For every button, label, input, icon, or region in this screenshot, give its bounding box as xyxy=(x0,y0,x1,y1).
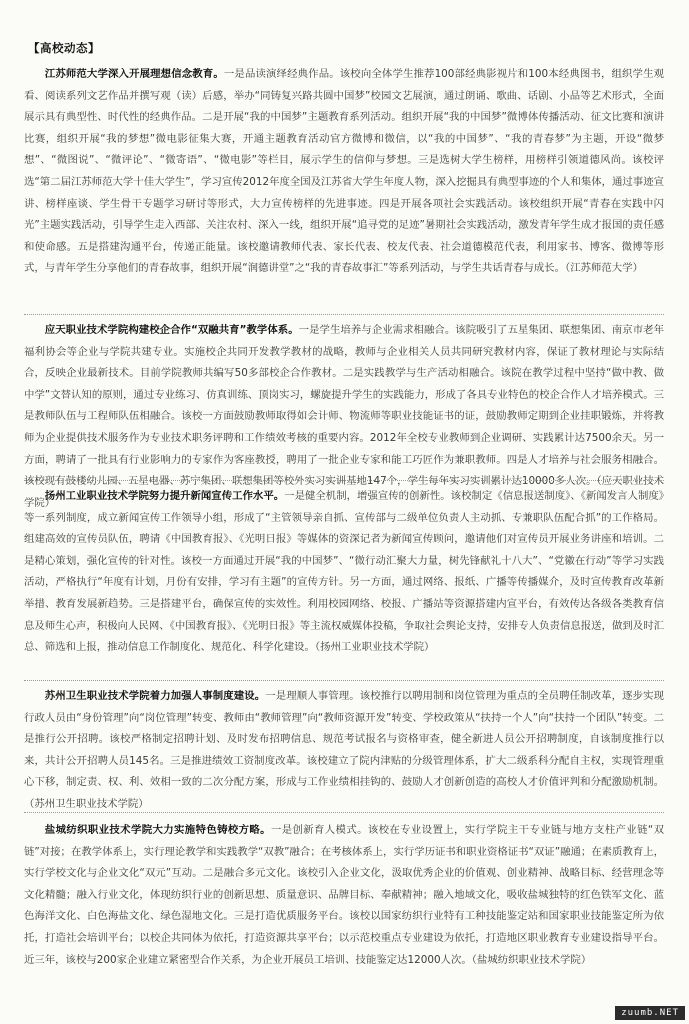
news-item-title: 扬州工业职业技术学院努力提升新闻宣传工作水平。 xyxy=(44,490,285,502)
news-item-jiangsu-normal xyxy=(24,64,664,304)
news-item-body: 一是品读演绎经典作品。该校向全体学生推荐100部经典影视片和100本经典图书，组织学生观看、阅读系列文艺作品并撰写观（读）后感，举办“同铸复兴路共圆中国梦”校园文艺展演，通过朗诵、歌曲、话剧、小品等艺术形式，全面展示具有典型性、时代性的经典作品。二是开展“我的中国梦”主题教育系列活动。组织开展“我的中国梦”微博体传播活动、征文比赛和演讲比赛，组织开展“我的梦想”微电影征集大赛，开通主题教育活动官方微博和微信，以“我的中国梦”、“我的青春梦”为主题，开设“微梦想”、“微图说”、“微评论”、“微寄语”、“微电影”等栏目，展示学生的信仰与梦想。三是选树大学生榜样，用榜样引领道德风尚。该校评选“第二届江苏师范大学十佳大学生”，学习宣传2012年度全国及江苏省大学生年度人物，深入挖掘具有典型事迹的个人和集体，通过事迹宣讲、榜样座谈、学生骨干专题学习研讨等形式，大力宣传榜样的先进事迹。四是开展各项社会实践活动。该校组织开展“青春在实践中闪光”主题实践活动，引导学生走入西部、关注农村、深入一线，组织开展“追寻党的足迹”暑期社会实践活动，激发青年学生成才报国的责任感和使命感。五是搭建沟通平台，传递正能量。该校邀请教师代表、家长代表、校友代表、社会道德模范代表，利用家书、博客、微博等形式，与青年学生分享他们的青春故事，组织开展“润德讲堂”之“我的青春故事汇”等系列活动，与学生共话青春与成长。（江苏师范大学） xyxy=(24,68,664,275)
section-divider xyxy=(24,680,664,681)
news-item-title: 江苏师范大学深入开展理想信念教育。 xyxy=(44,68,224,80)
news-item-body: 一是创新育人模式。该校在专业设置上，实行学院主干专业链与地方支柱产业链“双链”对接；在教学体系上，实行理论教学和实践教学“双教”融合；在考核体系上，实行学历证书和职业资格证书“双证”融通；在素质教育上，实行学校文化与企业文化“双元”互动。二是融合多元文化。该校引入企业文化，汲取优秀企业的价值观、创业精神、战略目标、经营理念等文化精髓；融入行业文化，体现纺织行业的创新思想、质量意识、品牌目标、奉献精神；融入地域文化，吸收盐城独特的红色铁军文化、蓝色海洋文化、白色海盐文化、绿色湿地文化。三是打造优质服务平台。该校以国家纺织行业特有工种技能鉴定站和国家职业技能鉴定所为依托，打造社会培训平台；以校企共同体为依托，打造资源共享平台；以示范校重点专业建设为依托，打造地区职业教育专业建设指导平台。近三年，该校与200家企业建立紧密型合作关系，为企业开展员工培训、技能鉴定达12000人次。（盐城纺织职业技术学院） xyxy=(24,824,664,966)
news-item-body: 一是理顺人事管理。该校推行以聘用制和岗位管理为重点的全员聘任制改革，逐步实现行政人员由“身份管理”向“岗位管理”转变、教师由“教师管理”向“教师资源开发”转变、学校政策从“扶持一个人”向“扶持一个团队”转变。二是推行公开招聘。该校严格制定招聘计划、及时发布招聘信息、规范考试报名与资格审查，健全新进人员公开招聘制度，自该制度推行以来，共计公开招聘人员145名。三是推进绩效工资制度改革。该校建立了院内津贴的分级管理体系，扩大二级系科分配自主权，实现管理重心下移，制定责、权、利、效相一致的二次分配方案，形成与工作业绩相挂钩的、鼓励人才创新创造的高校人才价值评判和分配激励机制。（苏州卫生职业技术学院） xyxy=(24,690,665,810)
news-item-title: 苏州卫生职业技术学院着力加强人事制度建设。 xyxy=(44,690,266,702)
news-item-title: 应天职业技术学院构建校企合作“双融共育”教学体系。 xyxy=(44,324,299,336)
news-item-yangzhou xyxy=(24,486,664,672)
section-divider xyxy=(24,314,664,315)
news-item-body: 一是健全机制，增强宣传的创新性。该校制定《信息报送制度》、《新闻发言人制度》等一系列制度，成立新闻宣传工作领导小组，形成了“主管领导亲自抓、宣传部与二级单位负责人主动抓、专兼职队伍配合抓”的工作格局。组建高效的宣传员队伍，聘请《中国教育报》、《光明日报》等媒体的资深记者为新闻宣传顾问，邀请他们对宣传员开展业务讲座和培训。二是精心策划，强化宣传的针对性。该校一方面通过开展“我的中国梦”、“微行动汇聚大力量，树先锋献礼十八大”、“党徽在行动”等学习实践活动，严格执行“年度有计划，月份有安排，学习有主题”的宣传方针。另一方面，通过网络、报纸、广播等传播媒介，及时宣传教育改革新举措、教育发展新趋势。三是搭建平台，确保宣传的实效性。利用校园网络、校报、广播站等资源搭建内宣平台，有效传达各级各类教育信息及师生心声，积极向人民网、《中国教育报》、《光明日报》等主流权威媒体投稿，争取社会舆论支持，安排专人负责信息报送，做到及时汇总、筛选和上报，推动信息工作制度化、规范化、科学化建设。（扬州工业职业技术学院） xyxy=(24,490,664,654)
news-item-body: 一是学生培养与企业需求相融合。该院吸引了五星集团、联想集团、南京市老年福利协会等企业与学院共建专业。实施校企共同开发教学教材的战略，教师与企业相关人员共同研究教材内容，保证了教材理论与实际结合，反映企业最新技术。目前学院教师共编写50多部校企合作教材。二是实践教学与生产活动相融合。该院在教学过程中坚持“做中教、做中学”文替认知的原则，通过专业练习、仿真训练、顶岗实习，螺旋提升学生的实践能力，形成了各具专业特色的校企合作人才培养模式。三是教师队伍与工程师队伍相融合。该校一方面鼓励教师取得如会计师、物流师等职业技能证书的证，鼓励教师定期到企业挂职锻炼，并将教师为企业提供技术服务作为专业技术职务评聘和工作绩效考核的重要内容。2012年全校专业教师到企业调研、实践累计达7500余天。另一方面，聘请了一批具有行业影响力的专家作为客座教授，聘用了一批企业专家和能工巧匠作为兼职教师。四是人才培养与社会服务相融合。该校现有鼓楼幼儿园、五星电器、苏宁集团、联想集团等校外实习实训基地147个，学生每年实习实训累计达10000多人次。（应天职业技术学院） xyxy=(24,324,665,509)
site-watermark: zuumb.NET xyxy=(615,1006,685,1020)
news-item-yancheng-textile xyxy=(24,820,664,992)
section-divider xyxy=(24,812,664,813)
section-heading: 【高校动态】 xyxy=(28,41,100,55)
news-item-suzhou-health xyxy=(24,686,665,810)
news-item-title: 盐城纺织职业技术学院大力实施特色铸校方略。 xyxy=(44,824,271,836)
section-divider xyxy=(24,480,664,481)
